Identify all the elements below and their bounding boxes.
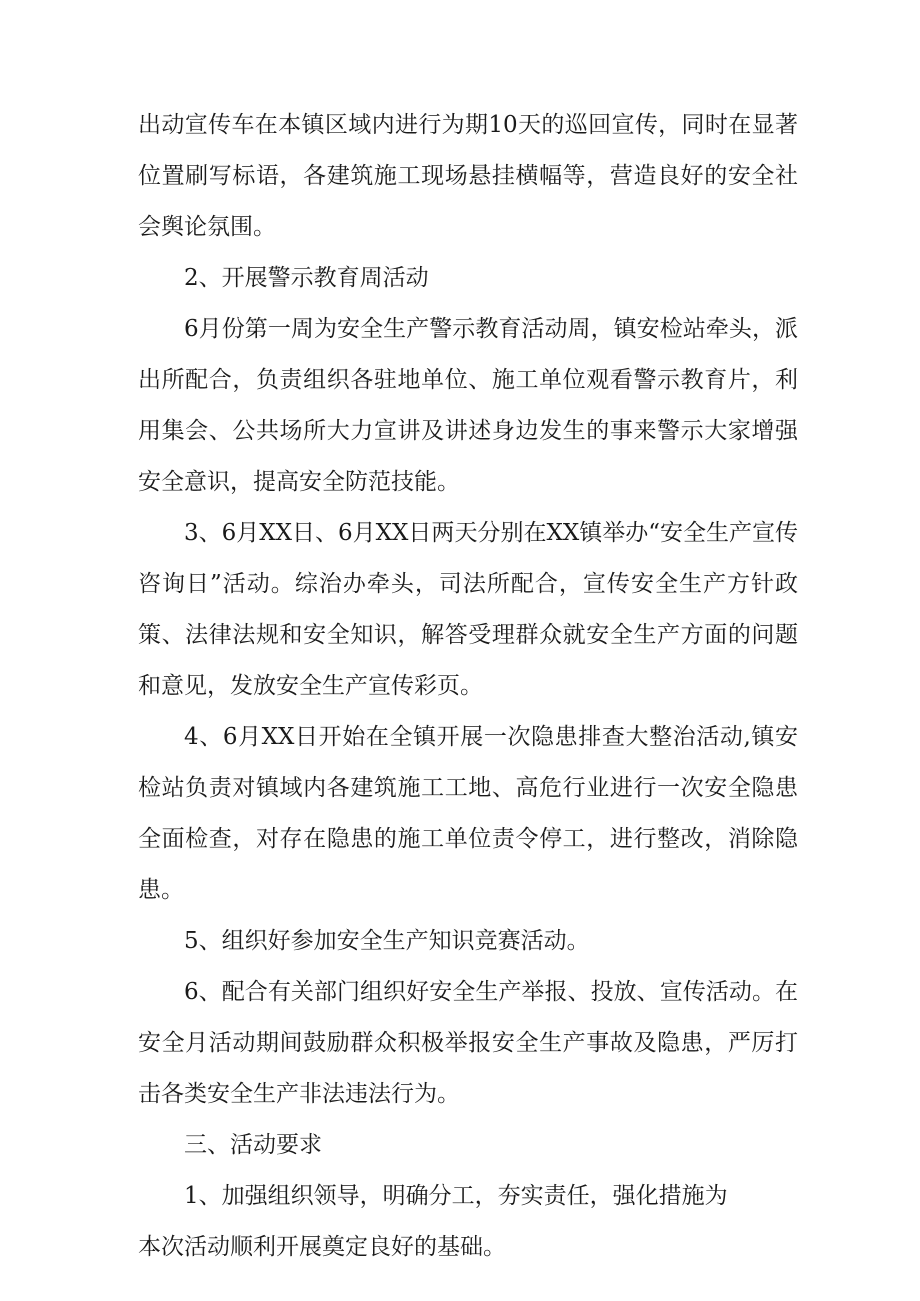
paragraph-consultation-day: 3、6月XX日、6月XX日两天分别在XX镇举办“安全生产宣传咨询日”活动。综治办牵头，司法所配合，宣传安全生产方针政策、法律法规和安全知识，解答受理群众就安全生产方面的问题和意见，发放安全生产宣传彩页。 — [138, 520, 798, 699]
paragraph-knowledge-contest: 5、组织好参加安全生产知识竞赛活动。 — [184, 928, 590, 954]
section-heading-requirements: 三、活动要求 — [184, 1132, 322, 1158]
paragraph-hazard-inspection: 4、6月XX日开始在全镇开展一次隐患排查大整治活动,镇安检站负责对镇域内各建筑施工工地、高危行业进行一次安全隐患全面检查，对存在隐患的施工单位责令停工，进行整改，消除隐患。 — [138, 724, 798, 903]
paragraph-reporting-activity: 6、配合有关部门组织好安全生产举报、投放、宣传活动。在安全月活动期间鼓励群众积极举报安全生产事故及隐患，严厉打击各类安全生产非法违法行为。 — [138, 979, 798, 1107]
paragraph-publicity-vehicle: 出动宣传车在本镇区域内进行为期10天的巡回宣传，同时在显著位置刷写标语，各建筑施工现场悬挂横幅等，营造良好的安全社会舆论氛围。 — [138, 112, 798, 240]
paragraph-requirement-1-line2: 本次活动顺利开展奠定良好的基础。 — [138, 1234, 506, 1260]
document-body — [138, 100, 798, 1273]
paragraph-requirement-1-line1: 1、加强组织领导，明确分工，夯实责任，强化措施为 — [184, 1183, 728, 1209]
paragraph-warning-week: 6月份第一周为安全生产警示教育活动周，镇安检站牵头，派出所配合，负责组织各驻地单位、施工单位观看警示教育片，利用集会、公共场所大力宣讲及讲述身边发生的事来警示大家增强安全意识，提高安全防范技能。 — [138, 316, 798, 495]
heading-warning-week: 2、开展警示教育周活动 — [184, 265, 429, 291]
